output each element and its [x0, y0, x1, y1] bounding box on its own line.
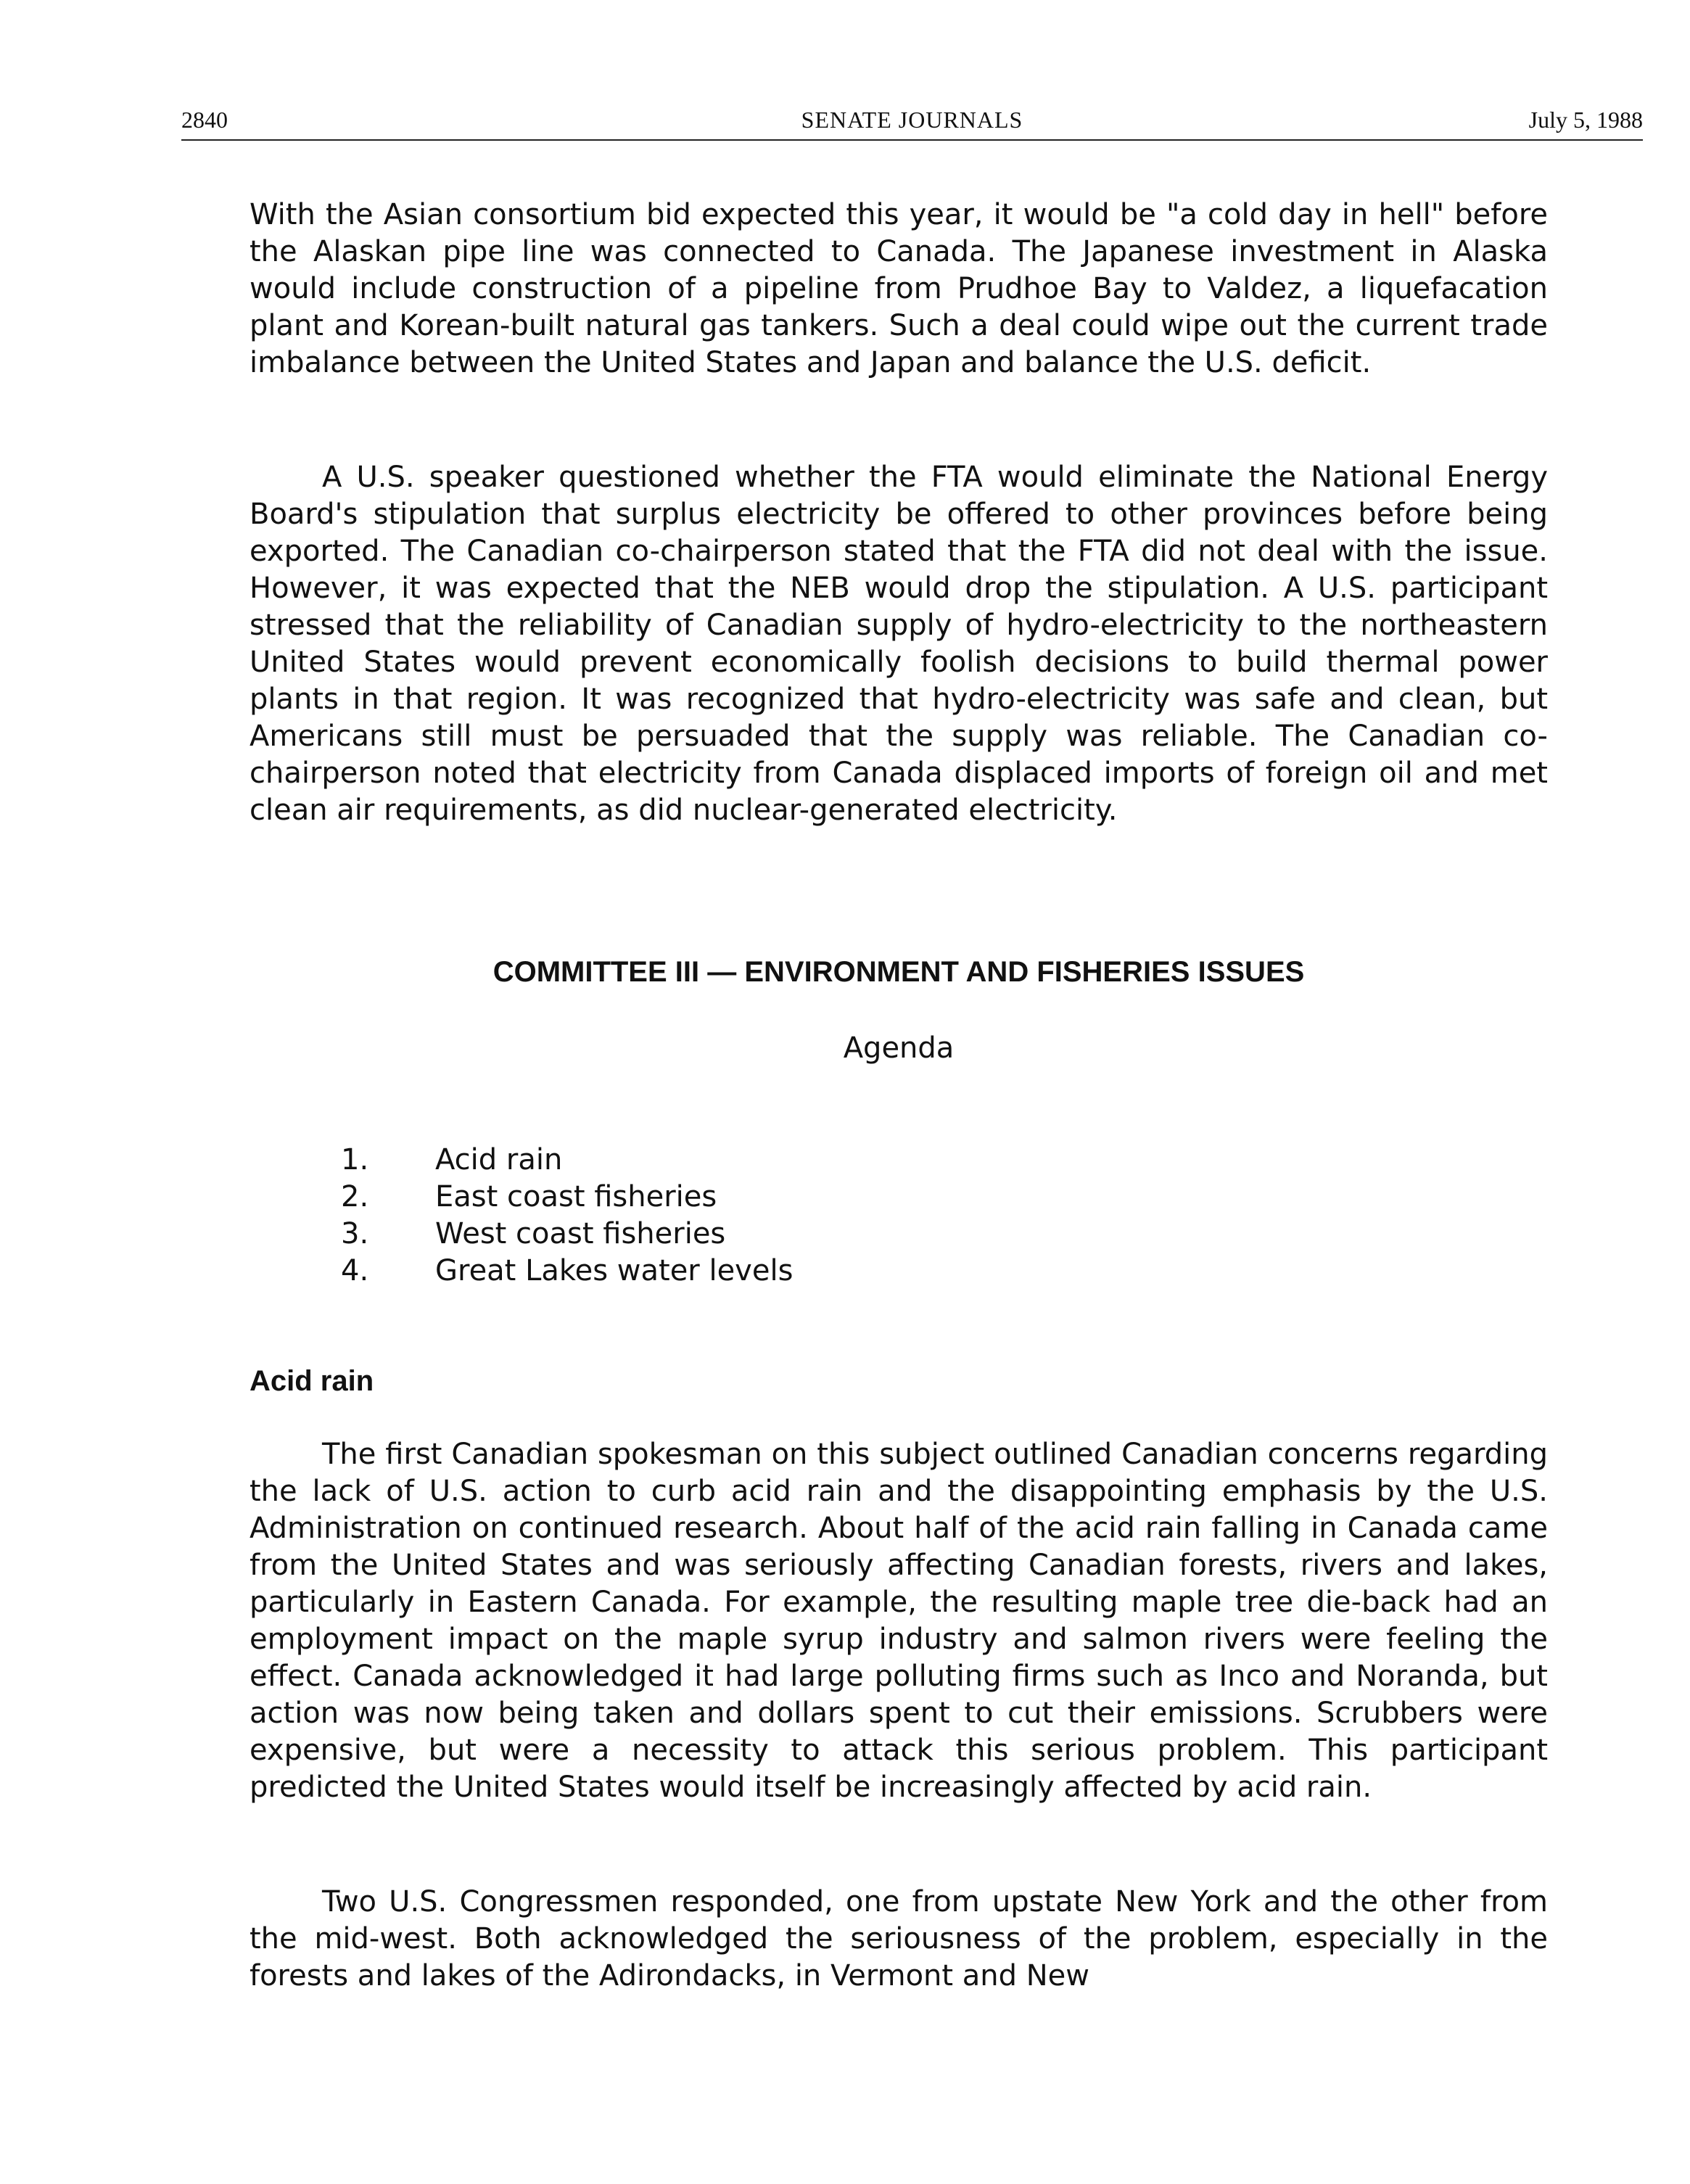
- committee-title: COMMITTEE III — ENVIRONMENT AND FISHERIES ISSUES: [492, 956, 1305, 988]
- paragraph-acid-rain-canada: The first Canadian spokesman on this subject outlined Canadian concerns regarding the lack of U.S. action to curb acid rain and the disappointing emphasis by the U.S. Administration on continued research. About half of the acid rain falling in Canada came from the United States and was seriously affecting Canadian forests, rivers and lakes, particularly in Eastern Canada. For example, the resulting maple tree die-back had an employment impact on the maple syrup industry and salmon rivers were feeling the effect. Canada acknowledged it had large polluting firms such as Inco and Noranda, but action was now being taken and dollars spent to cut their emissions. Scrubbers were expensive, but were a necessity to attack this serious problem. This participant predicted the United States would itself be increasingly affected by acid rain.: [250, 1438, 1548, 1804]
- agenda-item-number: 2.: [341, 1180, 369, 1213]
- agenda-label: Agenda: [843, 1031, 955, 1065]
- journal-date: July 5, 1988: [1528, 107, 1643, 133]
- agenda-item-text: West coast fisheries: [435, 1217, 726, 1250]
- page-number: 2840: [181, 107, 228, 133]
- paragraph-pipeline: With the Asian consortium bid expected this year, it would be "a cold day in hell" before the Alaskan pipe line was connected to Canada. The Japanese investment in Alaska would include construction of a pipeline from Prudhoe Bay to Valdez, a liquefacation plant and Korean-built natural gas tankers. Such a deal could wipe out the current trade imbalance between the United States and Japan and balance the U.S. deficit.: [250, 198, 1548, 379]
- section-heading-acid-rain: Acid rain: [250, 1365, 374, 1397]
- agenda-item-number: 1.: [341, 1143, 369, 1177]
- agenda-item-text: East coast fisheries: [435, 1180, 717, 1213]
- agenda-item-number: 3.: [341, 1217, 369, 1250]
- page-header: [181, 102, 1643, 141]
- agenda-item-number: 4.: [341, 1254, 369, 1287]
- paragraph-acid-rain-us: Two U.S. Congressmen responded, one from upstate New York and the other from the mid-west. Both acknowledged the seriousness of the problem, especially in the forests and lakes of the Adirondacks, in Vermont and New: [250, 1885, 1548, 1993]
- agenda-item-text: Great Lakes water levels: [435, 1254, 794, 1287]
- journal-title: SENATE JOURNALS: [801, 107, 1023, 133]
- paragraph-electricity: A U.S. speaker questioned whether the FTA would eliminate the National Energy Board's stipulation that surplus electricity be offered to other provinces before being exported. The Canadian co-chairperson stated that the FTA did not deal with the issue. However, it was expected that the NEB would drop the stipulation. A U.S. participant stressed that the reliability of Canadian supply of hydro-electricity to the northeastern United States would prevent economically foolish decisions to build thermal power plants in that region. It was recognized that hydro-electricity was safe and clean, but Americans still must be persuaded that the supply was reliable. The Canadian co-chairperson noted that electricity from Canada displaced imports of foreign oil and met clean air requirements, as did nuclear-generated electricity.: [250, 461, 1548, 827]
- agenda-item-text: Acid rain: [435, 1143, 563, 1177]
